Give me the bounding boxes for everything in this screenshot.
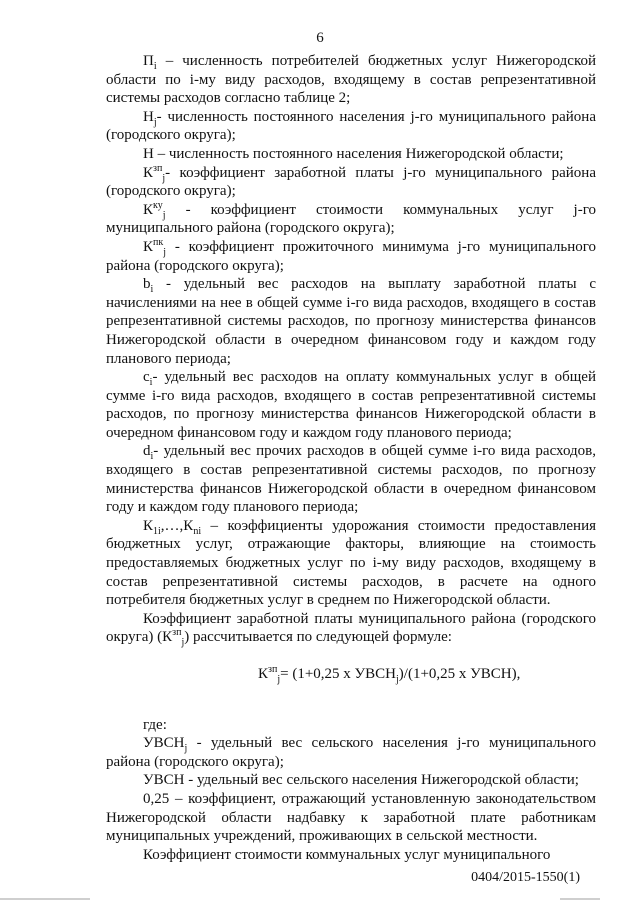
page-number: 6 xyxy=(316,30,324,46)
paragraph-uvsn: УВСН - удельный вес сельского населения Нижегородской области; xyxy=(143,772,579,789)
paragraph-h: Н – численность постоянного населения Нижегородской области; xyxy=(143,145,564,162)
paragraph-025: 0,25 – коэффициент, отражающий установленную законодательством Нижегородской области надбавку к заработной плате работникам муниципальных учреждений, проживающих в сельской местности. xyxy=(106,790,596,845)
formula: $К^{зп}_j= (1+0,25$ х $УВСН_j)/(1+0,25$ х УВСН), xyxy=(258,664,521,685)
where-label: где: xyxy=(143,716,167,733)
scan-artifact xyxy=(0,898,90,900)
paragraph-uvsn-j: $УВСН_j$ - удельный вес сельского населения j-го муниципального района (городского округа); xyxy=(106,735,596,770)
paragraph-h-j: $Н_j-$ численность постоянного населения j-го муниципального района (городского округа); xyxy=(106,108,596,144)
paragraph-c-i: $c_i-$ удельный вес расходов на оплату коммунальных услуг в общей сумме i-го вида расходов, входящего в состав репрезентативной системы расходов, по прогнозу министерства финансов Нижегородской области в очередном финансовом году и каждом году планового периода; xyxy=(106,369,596,441)
document-body xyxy=(106,52,596,864)
paragraph-k-zp: $К^{зп}_j-$ коэффициент заработной платы j-го муниципального района (городского округа); xyxy=(106,162,596,200)
paragraph-d-i: $d_i-$ удельный вес прочих расходов в общей сумме i-го вида расходов, входящего в состав репрезентативной системы расходов, по прогнозу министерства финансов Нижегородской области в очередном финансовом году и каждом году планового периода; xyxy=(106,443,596,516)
paragraph-last-line: Коэффициент стоимости коммунальных услуг муниципального xyxy=(143,846,551,863)
paragraph-k-pk: $К^{пк}_j$ - коэффициент прожиточного минимума j-го муниципального района (городского округа); xyxy=(106,236,596,274)
paragraph-k-ku: $К^{ку}_j$ - коэффициент стоимости коммунальных услуг j-го муниципального района (городского округа); xyxy=(106,199,596,237)
scan-artifact xyxy=(560,898,600,900)
document-code: 0404/2015-1550(1) xyxy=(471,870,580,885)
paragraph-p-i: $П_i$ – численность потребителей бюджетных услуг Нижегородской области по i-му виду расходов, входящему в состав репрезентативной системы расходов согласно таблице 2; xyxy=(106,53,596,107)
paragraph-b-i: $b_i$ - удельный вес расходов на выплату заработной платы с начислениями на нее в общей сумме i-го вида расходов, входящего в состав репрезентативной системы расходов, по прогнозу министерства финансов Нижегородской области в очередном финансовом году и каждом году планового периода; xyxy=(106,276,596,367)
paragraph-coef-intro: Коэффициент заработной платы муниципального района (городского округа) $(К^{зп}_j)$ рассчитывается по следующей формуле: xyxy=(106,610,596,649)
paragraph-k-coefficients: $К_{1i},\dots,К_{ni}$ – коэффициенты удорожания стоимости предоставления бюджетных услуг, отражающие факторы, влияющие на стоимость предоставляемых бюджетных услуг по i-му виду расходов, входящему в состав репрезентативной системы расходов, в расчете на одного потребителя бюджетных услуг в среднем по Нижегородской области. xyxy=(106,517,596,609)
